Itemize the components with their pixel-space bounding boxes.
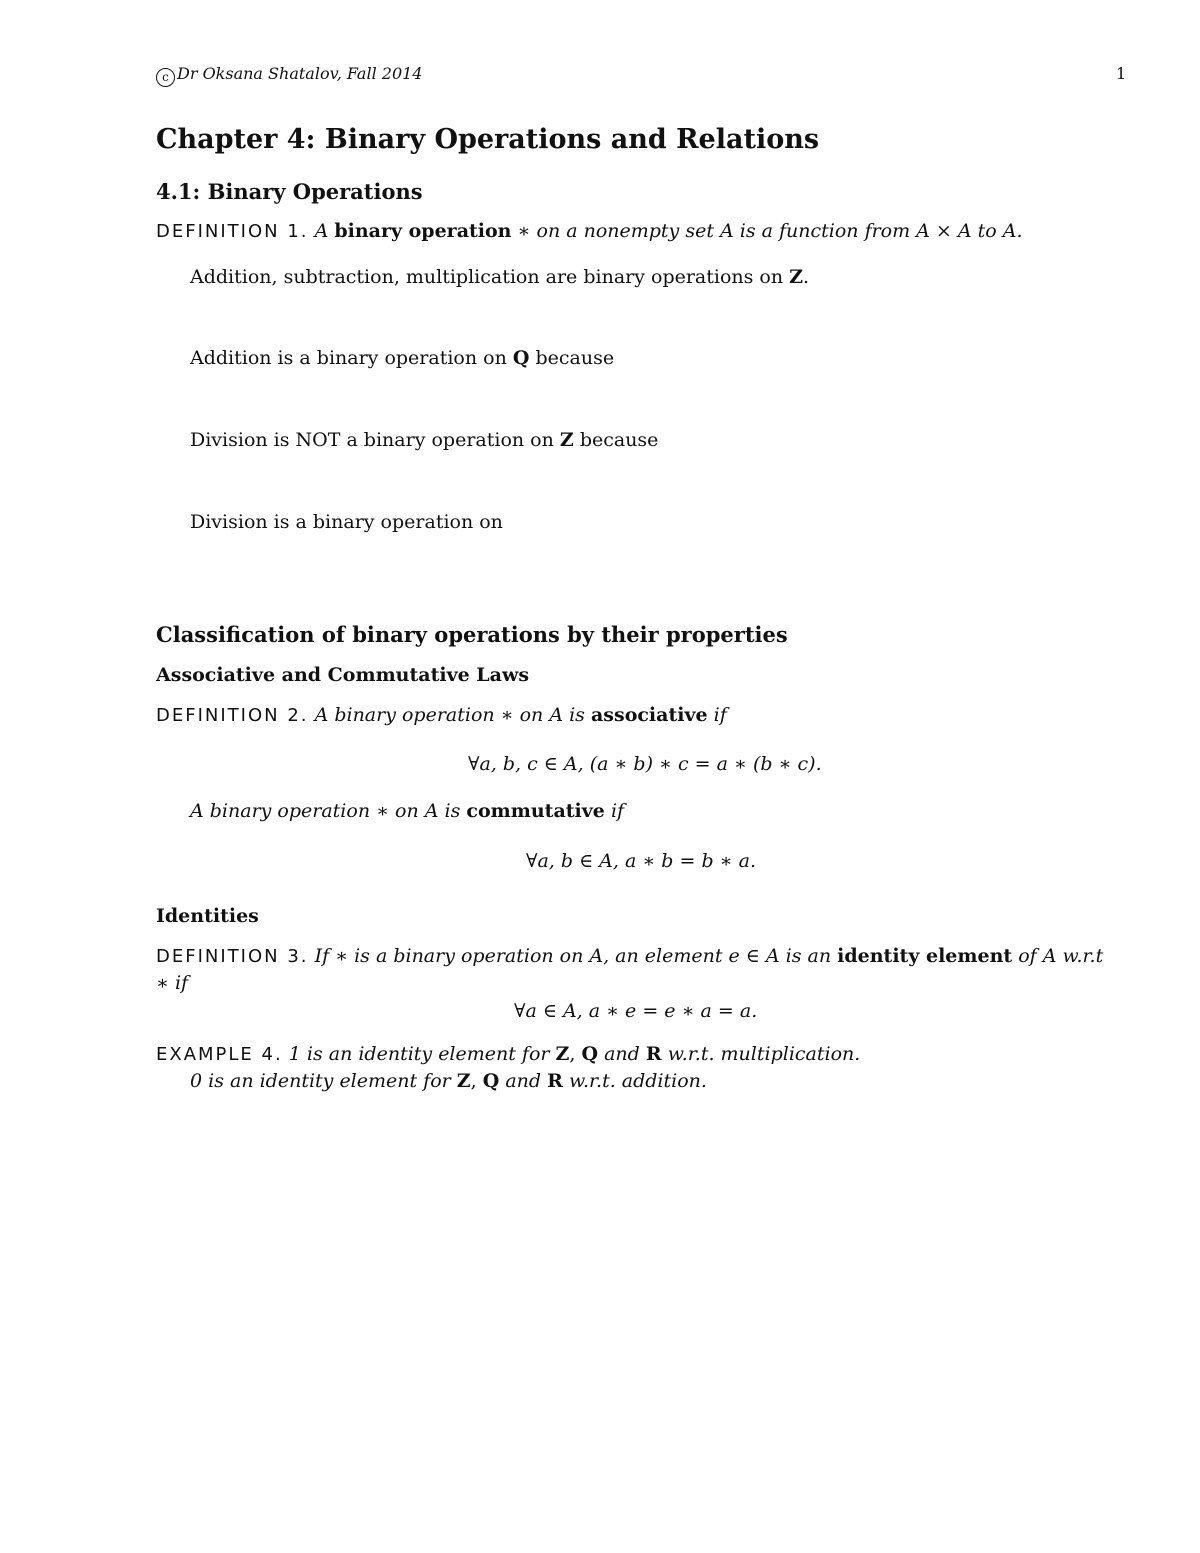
definition-3-label: DEFINITION 3. — [156, 946, 309, 967]
example-4-line2: 0 is an identity element for Z, Q and R w.r.t. addition. — [190, 1070, 707, 1092]
laws-title: Associative and Commutative Laws — [156, 664, 530, 686]
classification-title: Classification of binary operations by their properties — [156, 622, 788, 647]
definition-2-label: DEFINITION 2. — [156, 705, 309, 726]
term-associative: associative — [590, 704, 708, 726]
example-4-label: EXAMPLE 4. — [156, 1044, 283, 1065]
chapter-title: Chapter 4: Binary Operations and Relations — [156, 124, 820, 155]
term-identity-element: identity element — [837, 945, 1013, 967]
definition-1-label: DEFINITION 1. — [156, 221, 309, 242]
commutative-definition: A binary operation ∗ on A is commutative if — [190, 800, 625, 822]
paragraph-examples: Addition, subtraction, multiplication are binary operations on Z. — [190, 266, 810, 288]
identity-formula: ∀a ∈ A, a ∗ e = e ∗ a = a. — [514, 1000, 758, 1022]
definition-1: DEFINITION 1. A binary operation ∗ on a nonempty set A is a function from A × A to A. — [156, 220, 1023, 242]
paragraph-division-on: Division is a binary operation on — [190, 511, 503, 533]
definition-3: DEFINITION 3. If ∗ is a binary operation on A, an element e ∈ A is an identity element of A w.r.t — [156, 945, 1104, 967]
section-title: 4.1: Binary Operations — [156, 179, 423, 204]
definition-3-line2: ∗ if — [156, 972, 189, 994]
term-binary-operation: binary operation — [334, 220, 512, 242]
example-4-line1: EXAMPLE 4. 1 is an identity element for Z, Q and R w.r.t. multiplication. — [156, 1043, 861, 1065]
copyright-icon: c — [156, 68, 175, 87]
associative-formula: ∀a, b, c ∈ A, (a ∗ b) ∗ c = a ∗ (b ∗ c). — [468, 753, 822, 775]
paragraph-addition: Addition is a binary operation on Q because — [190, 347, 615, 369]
term-commutative: commutative — [466, 800, 605, 822]
author-line: Dr Oksana Shatalov, Fall 2014 — [177, 64, 423, 83]
paragraph-division-z: Division is NOT a binary operation on Z because — [190, 429, 659, 451]
page-number: 1 — [1116, 64, 1127, 83]
definition-2: DEFINITION 2. A binary operation ∗ on A is associative if — [156, 704, 727, 726]
page-header-author — [156, 64, 422, 87]
commutative-formula: ∀a, b ∈ A, a ∗ b = b ∗ a. — [526, 850, 756, 872]
identities-title: Identities — [156, 905, 259, 927]
